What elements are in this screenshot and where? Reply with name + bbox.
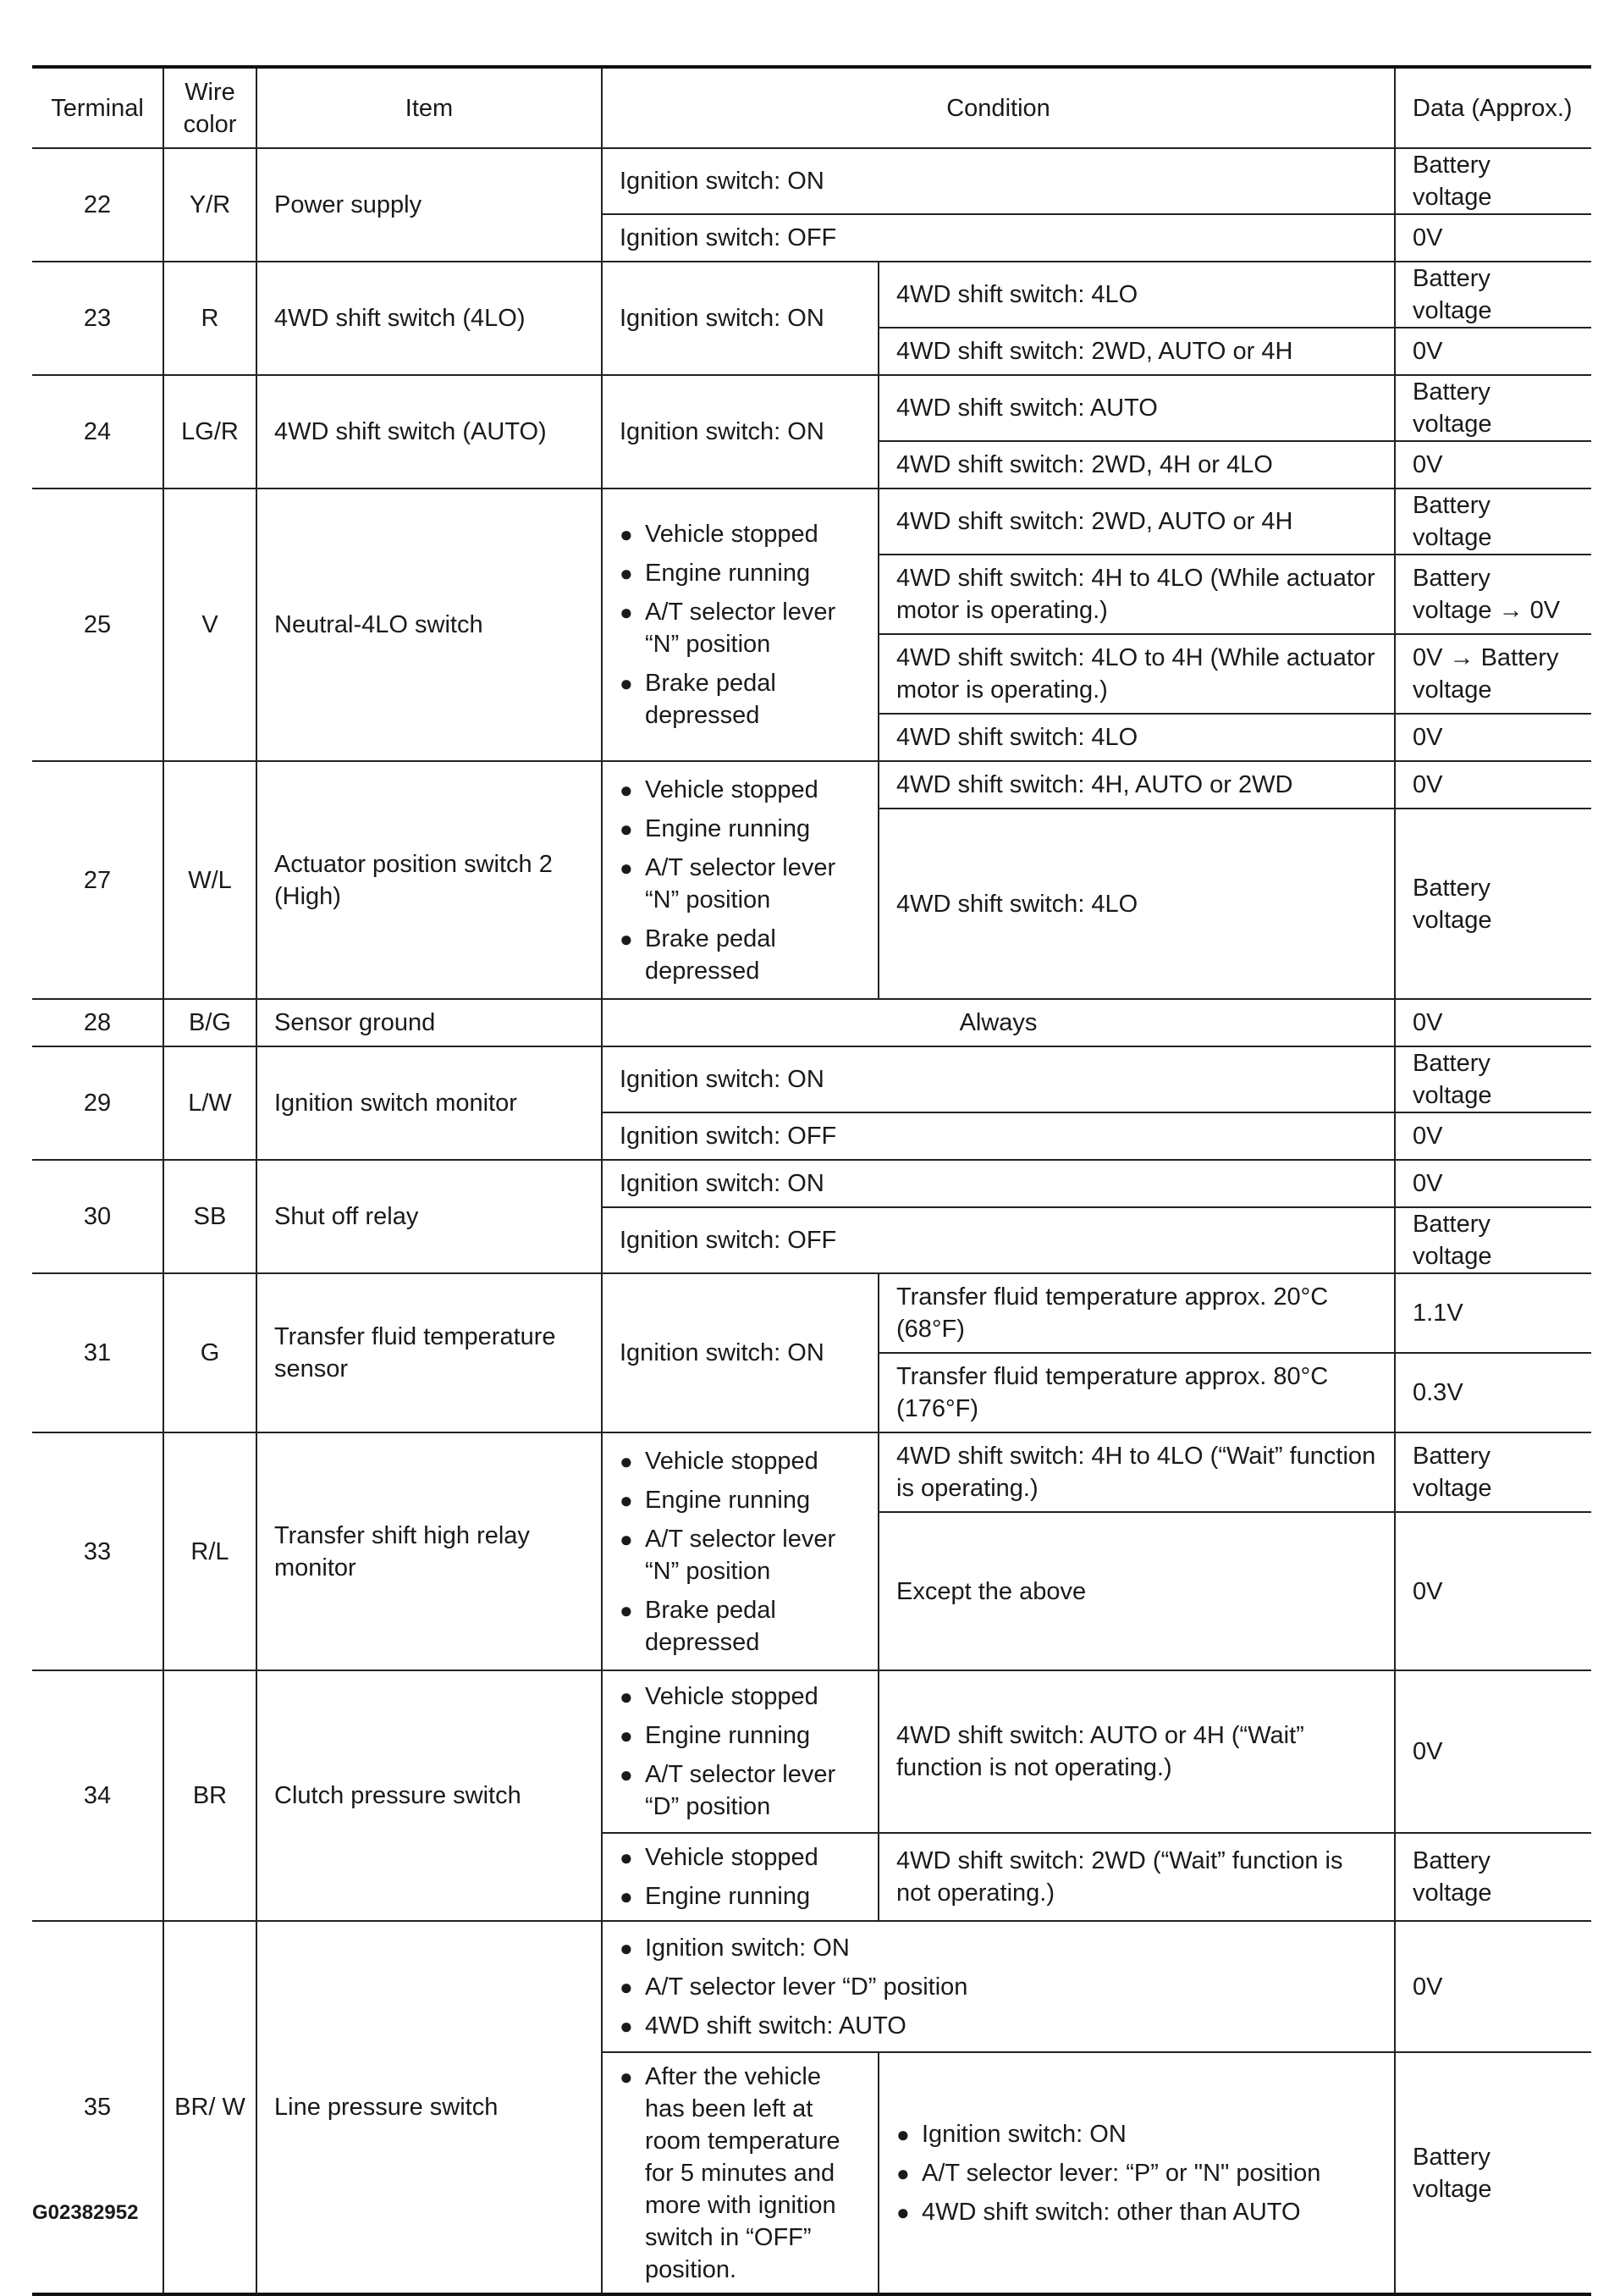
sub-condition-cell: Transfer fluid temperature approx. 80°C (176°F) (879, 1353, 1395, 1432)
terminal-cell: 33 (32, 1432, 163, 1670)
condition-cell: Ignition switch: ON (602, 1160, 1395, 1207)
data-cell: 1.1V (1395, 1273, 1591, 1353)
header-item: Item (256, 67, 602, 148)
list-item: ● A/T selector lever “N” position (620, 1523, 861, 1587)
terminal-cell: 23 (32, 262, 163, 375)
bullet-list (620, 1841, 861, 1912)
condition-cell: Ignition switch: ON (602, 375, 879, 488)
bullet-list (620, 518, 861, 731)
sub-condition-bullets-cell (879, 2052, 1395, 2294)
wire-color-cell: R/L (163, 1432, 256, 1670)
item-cell: Sensor ground (256, 999, 602, 1046)
data-cell: Battery voltage (1395, 1207, 1591, 1273)
terminal-cell: 30 (32, 1160, 163, 1273)
sub-condition-cell: 4WD shift switch: 4H, AUTO or 2WD (879, 761, 1395, 809)
list-item: ● Vehicle stopped (620, 1681, 861, 1713)
list-item: ● Brake pedal depressed (620, 667, 861, 731)
list-item: ● 4WD shift switch: AUTO (620, 2010, 1377, 2042)
list-item: ● Vehicle stopped (620, 1841, 861, 1874)
bullet-list (620, 2061, 861, 2286)
data-cell: Battery voltage (1395, 375, 1591, 441)
terminal-cell: 31 (32, 1273, 163, 1432)
data-cell: Battery voltage (1395, 1432, 1591, 1512)
condition-bullets-cell (602, 1670, 879, 1833)
item-cell: Line pressure switch (256, 1921, 602, 2294)
condition-bullets-cell (602, 488, 879, 761)
wire-color-cell: BR (163, 1670, 256, 1921)
condition-cell: Ignition switch: OFF (602, 1112, 1395, 1160)
data-cell: 0V (1395, 1112, 1591, 1160)
sub-condition-cell: 4WD shift switch: 4LO (879, 714, 1395, 761)
table-row (32, 999, 1591, 1046)
list-item: ● 4WD shift switch: other than AUTO (896, 2196, 1377, 2228)
data-cell: 0V (1395, 328, 1591, 375)
sub-condition-cell: 4WD shift switch: 4H to 4LO (While actuator motor is operating.) (879, 555, 1395, 634)
condition-cell: Ignition switch: ON (602, 262, 879, 375)
condition-bullets-cell (602, 1432, 879, 1670)
condition-cell: Always (602, 999, 1395, 1046)
terminal-data-table (32, 65, 1591, 2296)
table-row (32, 1921, 1591, 2052)
list-item: ● Ignition switch: ON (620, 1932, 1377, 1964)
data-cell: 0V (1395, 999, 1591, 1046)
list-item: ● Engine running (620, 1484, 861, 1516)
terminal-cell: 24 (32, 375, 163, 488)
data-cell: Battery voltage (1395, 1046, 1591, 1112)
table-row (32, 761, 1591, 809)
list-item: ● Ignition switch: ON (896, 2118, 1377, 2150)
table-row (32, 1432, 1591, 1512)
data-cell: Battery voltage (1395, 1833, 1591, 1921)
data-cell: Battery voltage (1395, 148, 1591, 214)
sub-condition-cell: 4WD shift switch: 4H to 4LO (“Wait” function is operating.) (879, 1432, 1395, 1512)
list-item: ● Engine running (620, 557, 861, 589)
data-cell: 0V (1395, 1670, 1591, 1833)
condition-bullets-cell (602, 1833, 879, 1921)
list-item: ● After the vehicle has been left at room temperature for 5 minutes and more with ignition switch in “OFF” position. (620, 2061, 861, 2286)
item-cell: 4WD shift switch (AUTO) (256, 375, 602, 488)
data-cell: 0V (1395, 214, 1591, 262)
terminal-cell: 22 (32, 148, 163, 262)
sub-condition-cell: 4WD shift switch: 4LO to 4H (While actuator motor is operating.) (879, 634, 1395, 714)
list-item: ● Engine running (620, 1880, 861, 1912)
condition-cell: Ignition switch: OFF (602, 214, 1395, 262)
condition-bullets-cell (602, 2052, 879, 2294)
list-item: ● Vehicle stopped (620, 1445, 861, 1477)
list-item: ● A/T selector lever “D” position (620, 1971, 1377, 2003)
list-item: ● Vehicle stopped (620, 774, 861, 806)
item-cell: Power supply (256, 148, 602, 262)
wire-color-cell: G (163, 1273, 256, 1432)
item-cell: 4WD shift switch (4LO) (256, 262, 602, 375)
sub-condition-cell: 4WD shift switch: AUTO (879, 375, 1395, 441)
data-cell: 0V (1395, 1512, 1591, 1670)
list-item: ● Engine running (620, 1719, 861, 1752)
header-data: Data (Approx.) (1395, 67, 1591, 148)
item-cell: Shut off relay (256, 1160, 602, 1273)
condition-cell: Ignition switch: ON (602, 1046, 1395, 1112)
table-row (32, 1160, 1591, 1207)
terminal-cell: 28 (32, 999, 163, 1046)
item-cell: Neutral-4LO switch (256, 488, 602, 761)
item-cell: Transfer shift high relay monitor (256, 1432, 602, 1670)
table-row (32, 1273, 1591, 1353)
condition-bullets-cell (602, 761, 879, 999)
list-item: ● Brake pedal depressed (620, 923, 861, 987)
data-cell: Battery voltage (1395, 2052, 1591, 2294)
data-cell: 0V (1395, 714, 1591, 761)
header-condition: Condition (602, 67, 1395, 148)
wire-color-cell: SB (163, 1160, 256, 1273)
sub-condition-cell: 4WD shift switch: 4LO (879, 809, 1395, 999)
terminal-cell: 35 (32, 1921, 163, 2294)
bullet-list (620, 774, 861, 987)
table-row (32, 148, 1591, 214)
figure-code: G02382952 (32, 2201, 139, 2224)
header-row (32, 67, 1591, 148)
data-cell: Battery voltage → 0V (1395, 555, 1591, 634)
data-cell: Battery voltage (1395, 809, 1591, 999)
table-row (32, 1670, 1591, 1833)
list-item: ● Engine running (620, 813, 861, 845)
list-item: ● Brake pedal depressed (620, 1594, 861, 1659)
bullet-list (620, 1681, 861, 1823)
condition-cell: Ignition switch: OFF (602, 1207, 1395, 1273)
item-cell: Transfer fluid temperature sensor (256, 1273, 602, 1432)
wire-color-cell: Y/R (163, 148, 256, 262)
terminal-cell: 25 (32, 488, 163, 761)
table-row (32, 262, 1591, 328)
data-cell: 0.3V (1395, 1353, 1591, 1432)
header-wire-color: Wire color (163, 67, 256, 148)
item-cell: Actuator position switch 2 (High) (256, 761, 602, 999)
terminal-cell: 27 (32, 761, 163, 999)
sub-condition-cell: 4WD shift switch: 4LO (879, 262, 1395, 328)
table-row (32, 488, 1591, 555)
condition-bullets-cell (602, 1921, 1395, 2052)
data-cell: 0V (1395, 1160, 1591, 1207)
sub-condition-cell: Transfer fluid temperature approx. 20°C (68°F) (879, 1273, 1395, 1353)
sub-condition-cell: 4WD shift switch: 2WD (“Wait” function is not operating.) (879, 1833, 1395, 1921)
wire-color-cell: L/W (163, 1046, 256, 1160)
bullet-list (620, 1932, 1377, 2042)
terminal-cell: 34 (32, 1670, 163, 1921)
data-cell: 0V (1395, 761, 1591, 809)
wire-color-cell: BR/ W (163, 1921, 256, 2294)
header-terminal: Terminal (32, 67, 163, 148)
wire-color-cell: LG/R (163, 375, 256, 488)
item-cell: Clutch pressure switch (256, 1670, 602, 1921)
wire-color-cell: W/L (163, 761, 256, 999)
table-row (32, 1046, 1591, 1112)
data-cell: 0V → Battery voltage (1395, 634, 1591, 714)
table-row (32, 375, 1591, 441)
list-item: ● A/T selector lever: “P” or "N" position (896, 2157, 1377, 2189)
sub-condition-cell: 4WD shift switch: 2WD, 4H or 4LO (879, 441, 1395, 488)
data-cell: Battery voltage (1395, 262, 1591, 328)
terminal-cell: 29 (32, 1046, 163, 1160)
wire-color-cell: V (163, 488, 256, 761)
wire-color-cell: B/G (163, 999, 256, 1046)
list-item: ● A/T selector lever “N” position (620, 596, 861, 660)
item-cell: Ignition switch monitor (256, 1046, 602, 1160)
condition-cell: Ignition switch: ON (602, 1273, 879, 1432)
list-item: ● A/T selector lever “N” position (620, 852, 861, 916)
sub-condition-cell: Except the above (879, 1512, 1395, 1670)
sub-condition-cell: 4WD shift switch: 2WD, AUTO or 4H (879, 488, 1395, 555)
bullet-list (620, 1445, 861, 1659)
list-item: ● A/T selector lever “D” position (620, 1758, 861, 1823)
data-cell: 0V (1395, 441, 1591, 488)
list-item: ● Vehicle stopped (620, 518, 861, 550)
sub-condition-cell: 4WD shift switch: 2WD, AUTO or 4H (879, 328, 1395, 375)
bullet-list (896, 2118, 1377, 2228)
condition-cell: Ignition switch: ON (602, 148, 1395, 214)
data-cell: 0V (1395, 1921, 1591, 2052)
data-cell: Battery voltage (1395, 488, 1591, 555)
wire-color-cell: R (163, 262, 256, 375)
sub-condition-cell: 4WD shift switch: AUTO or 4H (“Wait” function is not operating.) (879, 1670, 1395, 1833)
